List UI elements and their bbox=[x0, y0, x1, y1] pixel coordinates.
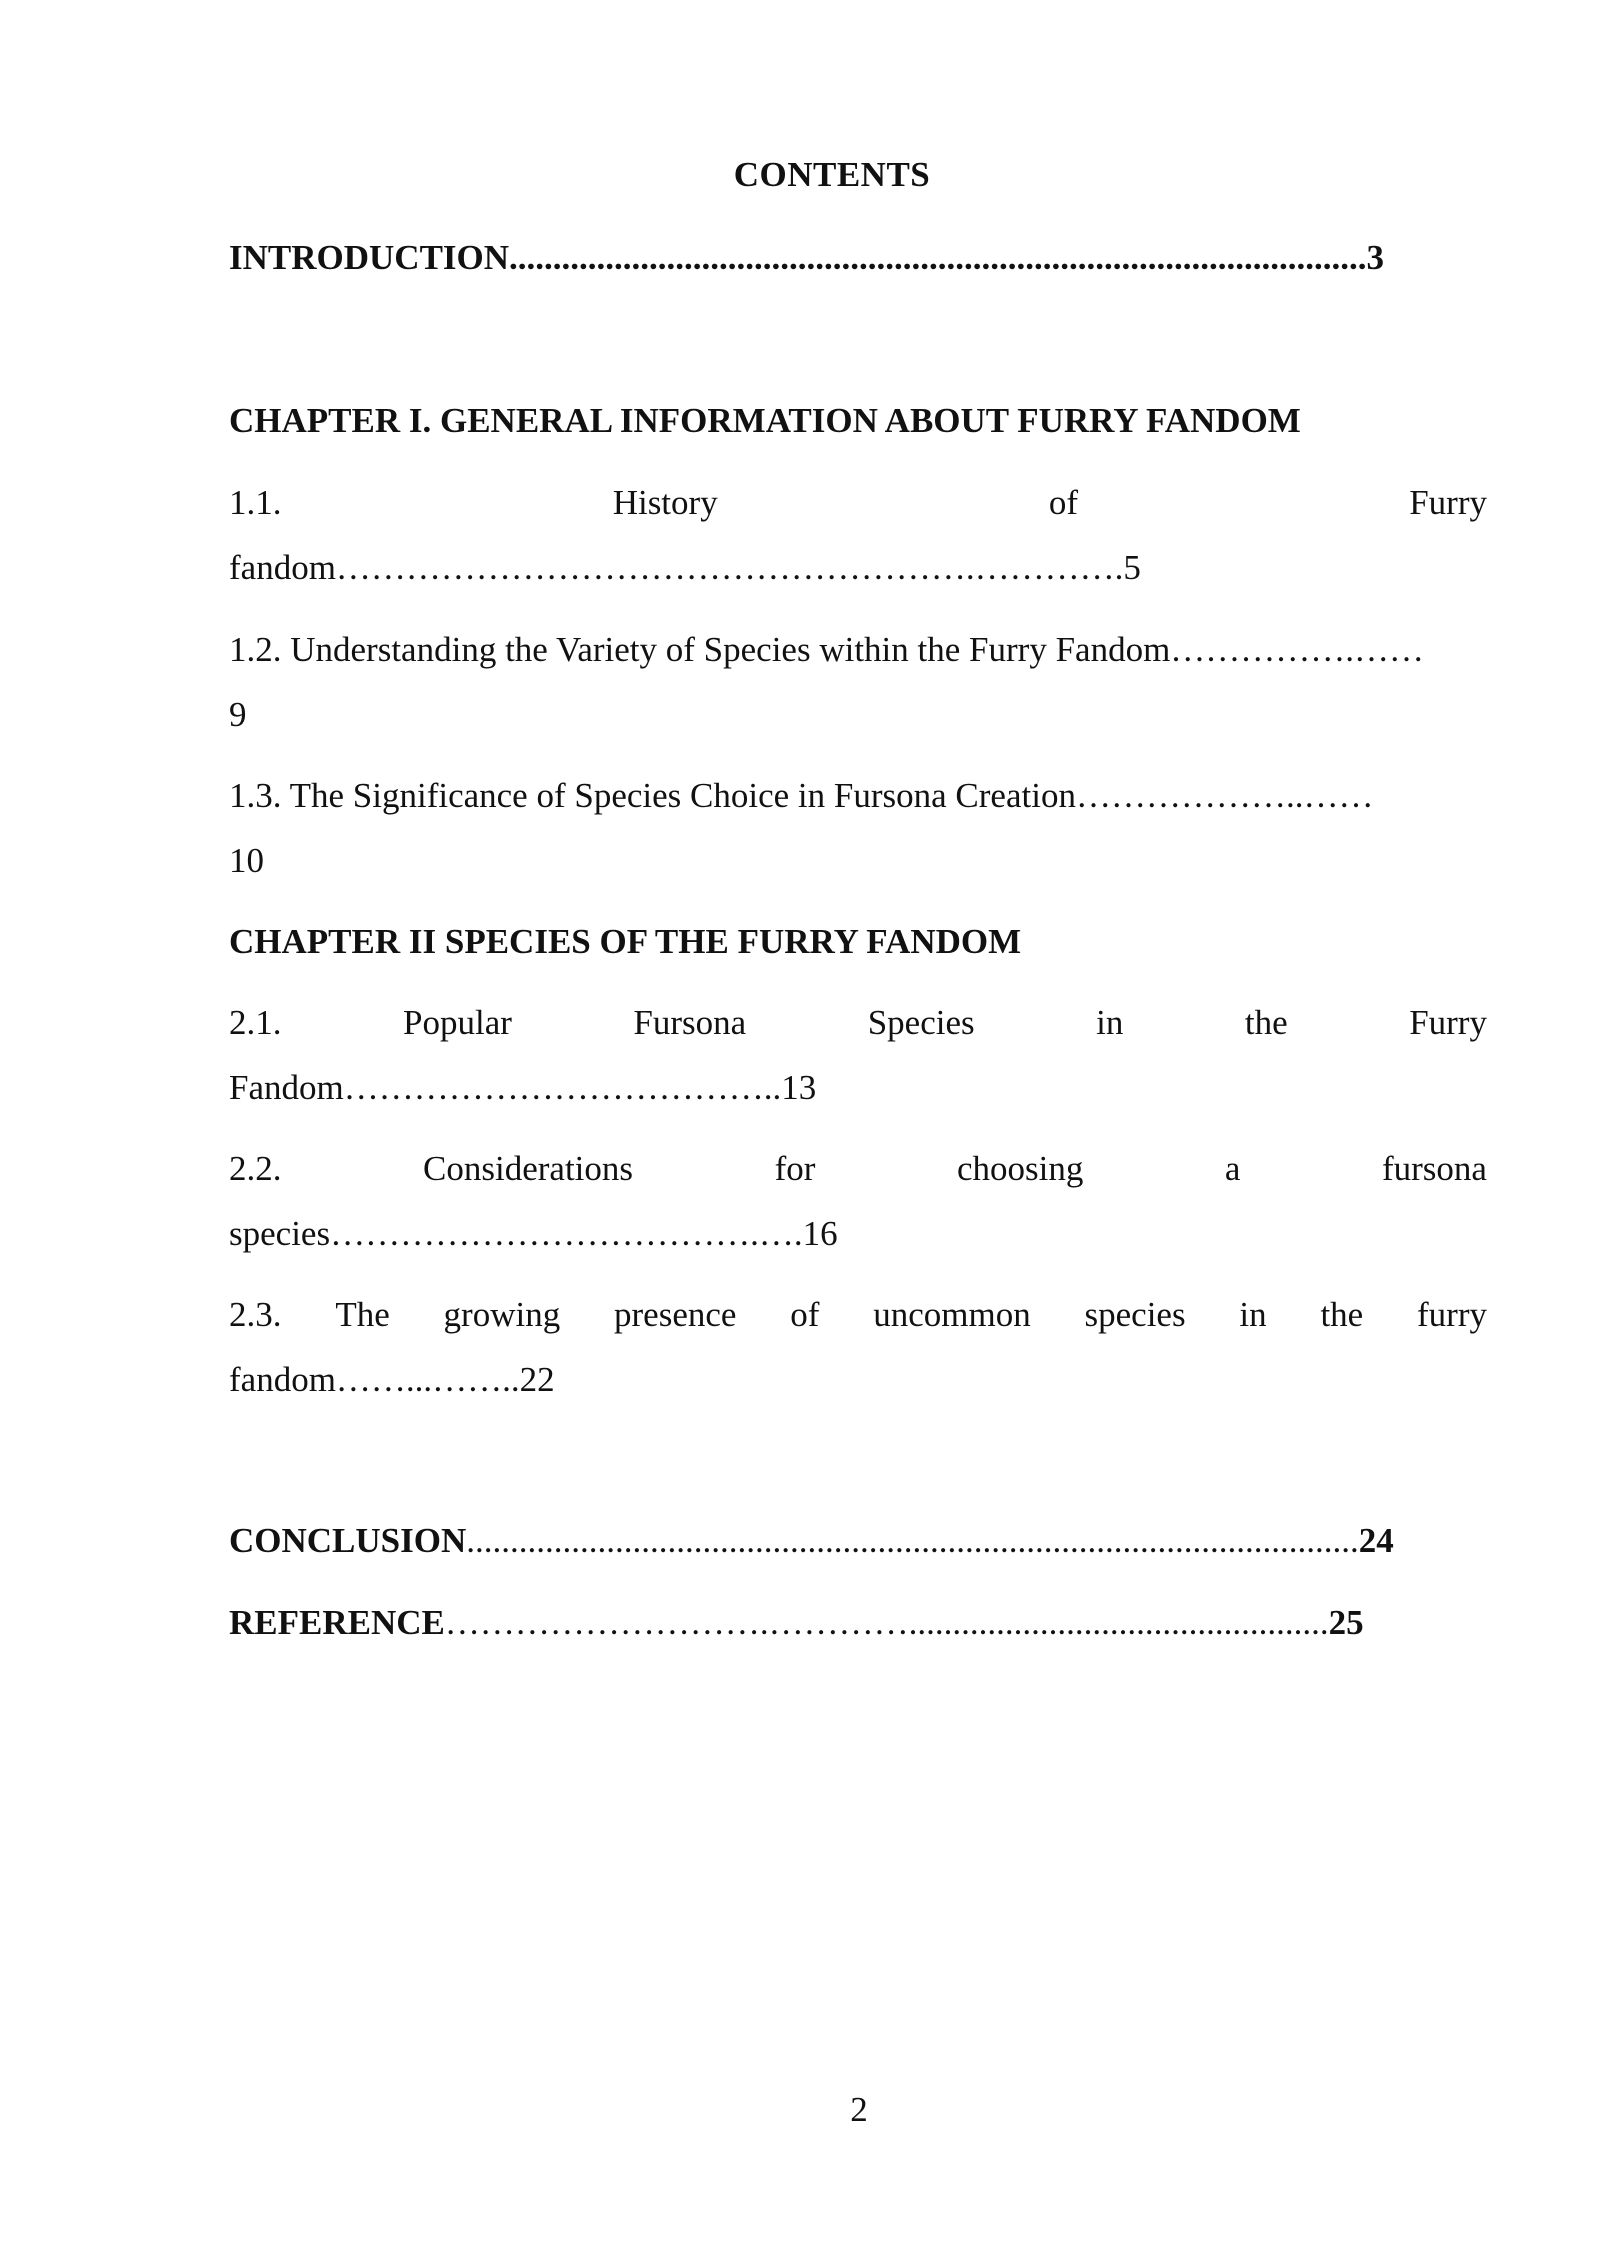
toc-item-1-1-word: 1.1. bbox=[229, 483, 282, 522]
toc-item-2-3-word: furry bbox=[1417, 1295, 1487, 1334]
toc-item-1-2-line1: 1.2. Understanding the Variety of Species within the Furry Fandom…………….…… bbox=[229, 630, 1425, 669]
toc-item-1-3-line2: 10 bbox=[229, 841, 264, 880]
toc-conclusion[interactable] bbox=[229, 1508, 1487, 1573]
toc-item-1-1[interactable] bbox=[229, 470, 1487, 600]
toc-item-2-1-line2: Fandom………………………………..13 bbox=[229, 1068, 817, 1107]
toc-item-2-3-word: presence bbox=[614, 1295, 737, 1334]
toc-conclusion-label: CONCLUSION bbox=[229, 1521, 467, 1560]
toc-item-2-1-line1 bbox=[229, 990, 1487, 1055]
toc-item-1-3-line1: 1.3. The Significance of Species Choice in Fursona Creation………………..…… bbox=[229, 776, 1374, 815]
chapter-2-heading-text: CHAPTER II SPECIES OF THE FURRY FANDOM bbox=[229, 922, 1022, 961]
toc-item-2-3-word: of bbox=[790, 1295, 820, 1334]
toc-item-2-1-word: Fursona bbox=[633, 1003, 747, 1042]
toc-item-2-1-word: the bbox=[1244, 1003, 1288, 1042]
toc-conclusion-leader: ...................................................................................................... bbox=[466, 1521, 1359, 1560]
toc-item-2-3-word: The bbox=[335, 1295, 390, 1334]
toc-item-2-3[interactable] bbox=[229, 1282, 1487, 1412]
toc-item-2-2-word: fursona bbox=[1381, 1149, 1487, 1188]
toc-item-2-3-line1 bbox=[229, 1282, 1487, 1347]
toc-reference-page: 25 bbox=[1328, 1603, 1364, 1642]
toc-item-2-2-word: for bbox=[774, 1149, 816, 1188]
toc-reference[interactable] bbox=[229, 1590, 1487, 1655]
toc-item-2-2-word: Considerations bbox=[423, 1149, 634, 1188]
toc-item-2-1-word: Furry bbox=[1409, 1003, 1487, 1042]
toc-item-2-3-word: the bbox=[1320, 1295, 1364, 1334]
toc-reference-line bbox=[229, 1590, 1487, 1655]
toc-item-2-2-word: a bbox=[1224, 1149, 1241, 1188]
toc-item-1-1-word: History bbox=[612, 483, 718, 522]
toc-reference-leader: ……………………….…………................................................ bbox=[444, 1603, 1329, 1642]
toc-item-2-1-word: 2.1. bbox=[229, 1003, 282, 1042]
chapter-1-heading-text: CHAPTER I. GENERAL INFORMATION ABOUT FURRY FANDOM bbox=[229, 401, 1301, 440]
toc-item-1-1-line1 bbox=[229, 470, 1487, 535]
toc-introduction[interactable] bbox=[229, 225, 1487, 290]
toc-item-2-2[interactable] bbox=[229, 1136, 1487, 1266]
toc-conclusion-page: 24 bbox=[1358, 1521, 1394, 1560]
toc-item-2-3-word: growing bbox=[443, 1295, 561, 1334]
contents-title: CONTENTS bbox=[733, 155, 931, 194]
toc-item-2-2-word: 2.2. bbox=[229, 1149, 282, 1188]
toc-reference-label: REFERENCE bbox=[229, 1603, 445, 1642]
toc-item-1-1-word: Furry bbox=[1409, 483, 1487, 522]
toc-item-2-3-word: 2.3. bbox=[229, 1295, 282, 1334]
toc-item-2-2-line1 bbox=[229, 1136, 1487, 1201]
toc-item-2-2-line2: species……………………………….….16 bbox=[229, 1214, 838, 1253]
toc-item-1-2[interactable] bbox=[229, 617, 1487, 747]
toc-item-2-3-word: uncommon bbox=[873, 1295, 1031, 1334]
toc-chapter-2-heading[interactable] bbox=[229, 909, 1487, 974]
page-number: 2 bbox=[850, 2090, 868, 2129]
toc-item-2-1[interactable] bbox=[229, 990, 1487, 1120]
toc-item-2-3-line2: fandom……...……..22 bbox=[229, 1360, 555, 1399]
toc-item-2-1-word: in bbox=[1096, 1003, 1124, 1042]
toc-item-2-1-word: Species bbox=[867, 1003, 975, 1042]
toc-item-1-3[interactable] bbox=[229, 763, 1487, 893]
toc-item-1-1-line2: fandom……………………………………………….………….5 bbox=[229, 548, 1141, 587]
toc-item-2-3-word: species bbox=[1084, 1295, 1186, 1334]
toc-conclusion-line bbox=[229, 1508, 1487, 1573]
toc-chapter-1-heading[interactable] bbox=[229, 388, 1487, 453]
toc-item-1-2-line2: 9 bbox=[229, 695, 247, 734]
toc-item-2-1-word: Popular bbox=[403, 1003, 512, 1042]
toc-item-2-3-word: in bbox=[1239, 1295, 1267, 1334]
toc-item-2-2-word: choosing bbox=[956, 1149, 1084, 1188]
toc-item-1-1-word: of bbox=[1048, 483, 1079, 522]
toc-introduction-text: INTRODUCTION..................................................................................................3 bbox=[229, 238, 1385, 277]
